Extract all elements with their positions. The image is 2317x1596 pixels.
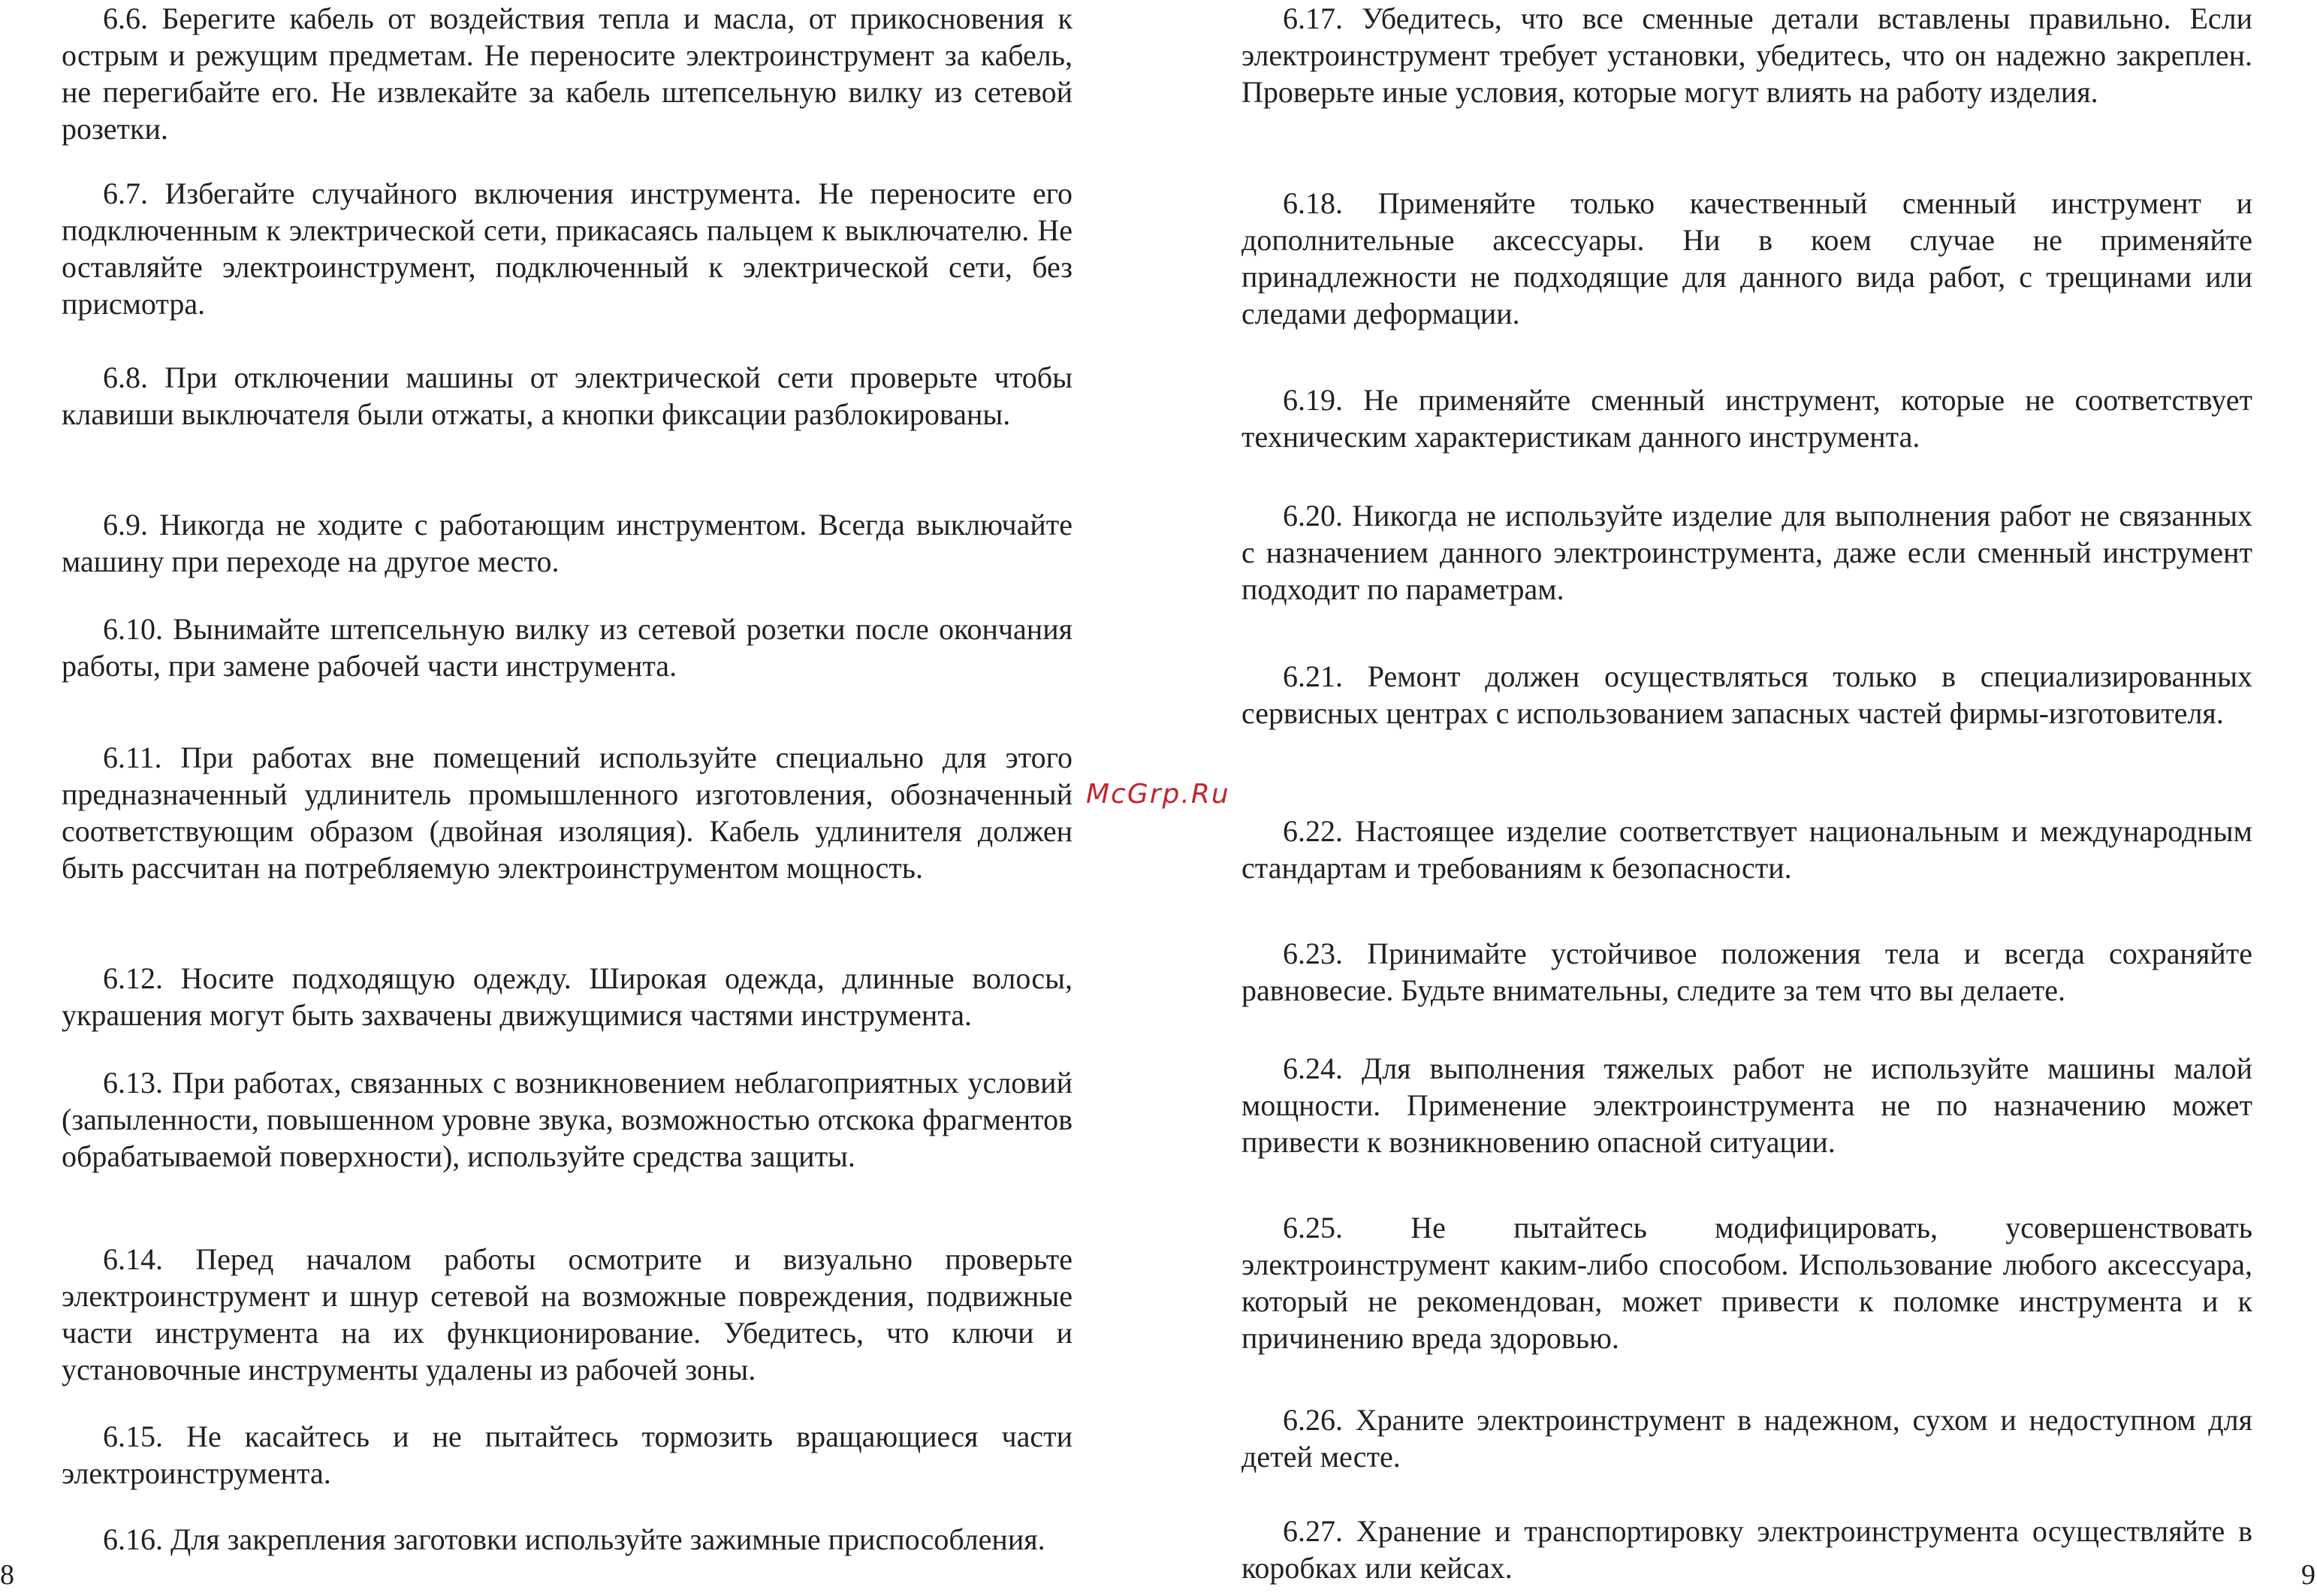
page-number-right: 9 bbox=[2301, 1559, 2315, 1591]
paragraph-6-10: 6.10. Вынимайте штепсельную вилку из сетевой розетки после окончания работы, при замене рабочей части инструмента. bbox=[62, 612, 1073, 683]
paragraph-6-6: 6.6. Берегите кабель от воздействия тепла и масла, от прикосновения к острым и режущим предметам. Не переносите электроинструмент за кабель, не перегибайте его. Не извлекайте за кабель штепсельную вилку из сетевой розетки. bbox=[62, 2, 1073, 146]
paragraph-6-11: 6.11. При работах вне помещений используйте специально для этого предназначенный удлинитель промышленного изготовления, обозначенный соответствующим образом (двойная изоляция). Кабель удлинителя должен быть рассчитан на потребляемую электроинструментом мощность. bbox=[62, 741, 1073, 885]
paragraph-6-12: 6.12. Носите подходящую одежду. Широкая одежда, длинные волосы, украшения могут быть захвачены движущимися частями инструмента. bbox=[62, 961, 1073, 1032]
paragraph-6-9: 6.9. Никогда не ходите с работающим инструментом. Всегда выключайте машину при переходе на другое место. bbox=[62, 508, 1073, 578]
paragraph-6-17: 6.17. Убедитесь, что все сменные детали вставлены правильно. Если электроинструмент требует установки, убедитесь, что он надежно закреплен. Проверьте иные условия, которые могут влиять на работу изделия. bbox=[1241, 2, 2252, 109]
paragraph-6-13: 6.13. При работах, связанных с возникновением неблагоприятных условий (запыленности, повышенном уровне звука, возможностью отскока фрагментов обрабатываемой поверхности), используйте средства защиты. bbox=[62, 1066, 1073, 1173]
watermark-text: McGrp.Ru bbox=[1086, 779, 1230, 810]
paragraph-6-26: 6.26. Храните электроинструмент в надежном, сухом и недоступном для детей месте. bbox=[1241, 1403, 2252, 1474]
paragraph-6-8: 6.8. При отключении машины от электрической сети проверьте чтобы клавиши выключателя были отжаты, а кнопки фиксации разблокированы. bbox=[62, 361, 1073, 431]
paragraph-6-22: 6.22. Настоящее изделие соответствует национальным и международным стандартам и требованиям к безопасности. bbox=[1241, 814, 2252, 885]
paragraph-6-16: 6.16. Для закрепления заготовки используйте зажимные приспособления. bbox=[103, 1522, 1045, 1556]
paragraph-6-24: 6.24. Для выполнения тяжелых работ не используйте машины малой мощности. Применение электроинструмента не по назначению может привести к возникновению опасной ситуации. bbox=[1241, 1051, 2252, 1159]
paragraph-6-20: 6.20. Никогда не используйте изделие для выполнения работ не связанных с назначением данного электроинструмента, даже если сменный инструмент подходит по параметрам. bbox=[1241, 499, 2252, 606]
left-page bbox=[0, 0, 1157, 1596]
paragraph-6-25: 6.25. Не пытайтесь модифицировать, усовершенствовать электроинструмент каким-либо способом. Использование любого аксессуара, который не рекомендован, может привести к поломке инструмента и к причинению вреда здоровью. bbox=[1241, 1211, 2252, 1355]
paragraph-6-27: 6.27. Хранение и транспортировку электроинструмента осуществляйте в коробках или кейсах. bbox=[1241, 1514, 2252, 1585]
paragraph-6-21: 6.21. Ремонт должен осуществляться только в специализированных сервисных центрах с использованием запасных частей фирмы-изготовителя. bbox=[1241, 659, 2252, 730]
paragraph-6-14: 6.14. Перед началом работы осмотрите и визуально проверьте электроинструмент и шнур сетевой на возможные повреждения, подвижные части инструмента на их функционирование. Убедитесь, что ключи и установочные инструменты удалены из рабочей зоны. bbox=[62, 1242, 1073, 1386]
paragraph-6-15: 6.15. Не касайтесь и не пытайтесь тормозить вращающиеся части электроинструмента. bbox=[62, 1420, 1073, 1490]
paragraph-6-19: 6.19. Не применяйте сменный инструмент, которые не соответствует техническим характеристикам данного инструмента. bbox=[1241, 383, 2252, 454]
right-page bbox=[1160, 0, 2317, 1596]
paragraph-6-18: 6.18. Применяйте только качественный сменный инструмент и дополнительные аксессуары. Ни в коем случае не применяйте принадлежности не подходящие для данного вида работ, с трещинами или следами деформации. bbox=[1241, 186, 2252, 330]
paragraph-6-7: 6.7. Избегайте случайного включения инструмента. Не переносите его подключенным к электрической сети, прикасаясь пальцем к выключателю. Не оставляйте электроинструмент, подключенный к электрической сети, без присмотра. bbox=[62, 176, 1073, 321]
paragraph-6-23: 6.23. Принимайте устойчивое положения тела и всегда сохраняйте равновесие. Будьте внимательны, следите за тем что вы делаете. bbox=[1241, 937, 2252, 1007]
page-number-left: 8 bbox=[0, 1559, 14, 1591]
